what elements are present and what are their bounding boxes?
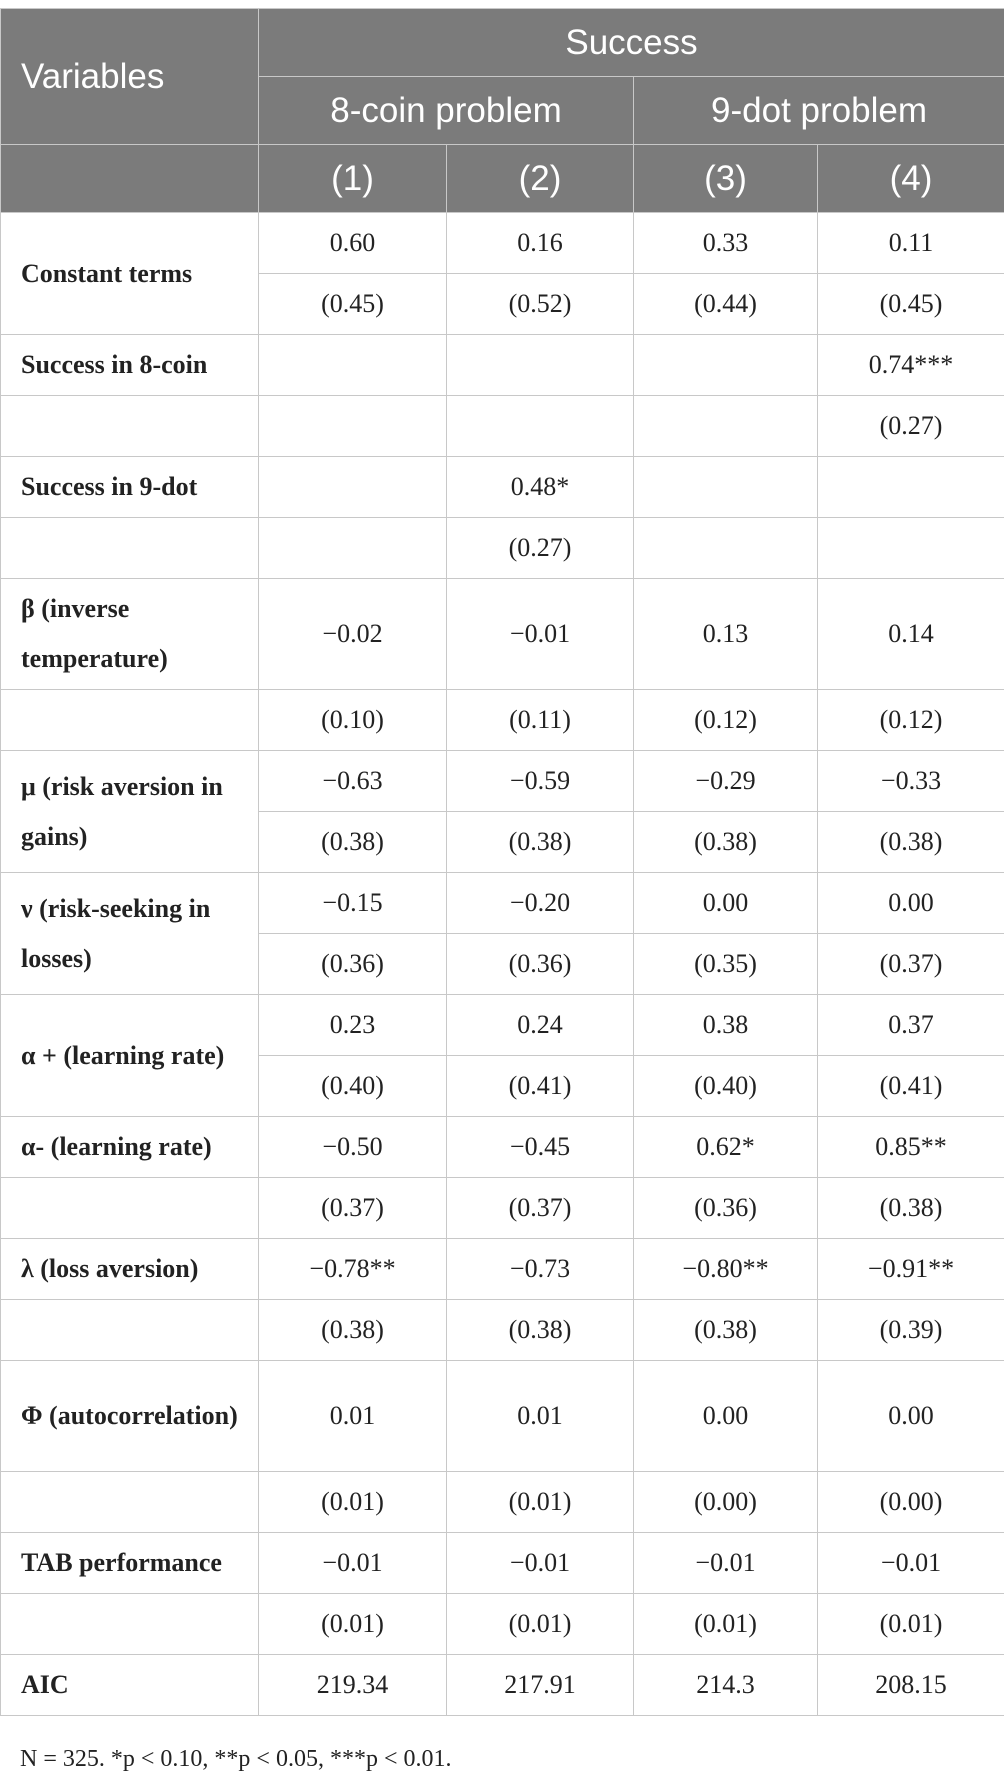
se-cell: (0.12) (634, 690, 818, 751)
coef-cell: 0.85** (818, 1117, 1004, 1178)
table-row-se (1, 1472, 1004, 1533)
variable-label: α + (learning rate) (1, 995, 259, 1117)
table-row-se (1, 1178, 1004, 1239)
table-footnote: N = 325. *p < 0.10, **p < 0.05, ***p < 0.01. (20, 1746, 452, 1772)
se-cell (818, 518, 1004, 579)
coef-cell: 0.00 (818, 1361, 1004, 1472)
column-header-1: (1) (259, 145, 447, 213)
se-cell: (0.01) (447, 1472, 634, 1533)
header-row-success (1, 9, 1004, 77)
se-cell: (0.38) (447, 1300, 634, 1361)
se-cell: (0.36) (447, 934, 634, 995)
se-cell: (0.36) (634, 1178, 818, 1239)
se-cell: (0.01) (818, 1594, 1004, 1655)
table-row-coef (1, 1239, 1004, 1300)
se-cell: (0.35) (634, 934, 818, 995)
variable-label: λ (loss aversion) (1, 1239, 259, 1300)
se-cell: (0.41) (447, 1056, 634, 1117)
coef-cell: −0.73 (447, 1239, 634, 1300)
se-cell (634, 518, 818, 579)
coef-cell: 0.00 (634, 1361, 818, 1472)
table-row-coef (1, 579, 1004, 690)
table-row-coef (1, 1533, 1004, 1594)
se-cell: (0.40) (259, 1056, 447, 1117)
se-cell: (0.00) (634, 1472, 818, 1533)
se-cell: (0.38) (634, 1300, 818, 1361)
table-row-coef (1, 213, 1004, 274)
se-cell: (0.01) (259, 1594, 447, 1655)
empty-label-cell (1, 1300, 259, 1361)
variable-label: Φ (autocorrelation) (1, 1361, 259, 1472)
se-cell: (0.45) (818, 274, 1004, 335)
se-cell: (0.00) (818, 1472, 1004, 1533)
empty-label-cell (1, 1178, 259, 1239)
table-row-coef (1, 335, 1004, 396)
coef-cell: −0.33 (818, 751, 1004, 812)
coef-cell: −0.01 (634, 1533, 818, 1594)
se-cell (447, 396, 634, 457)
table-body (1, 213, 1004, 1716)
variable-label: Success in 9-dot (1, 457, 259, 518)
column-header-3: (3) (634, 145, 818, 213)
coef-cell: 0.01 (447, 1361, 634, 1472)
coef-cell: 0.14 (818, 579, 1004, 690)
se-cell: (0.37) (818, 934, 1004, 995)
se-cell: (0.45) (259, 274, 447, 335)
table-row-aic (1, 1655, 1004, 1716)
se-cell: (0.11) (447, 690, 634, 751)
table-row-coef (1, 1361, 1004, 1472)
coef-cell: 0.74*** (818, 335, 1004, 396)
coef-cell: −0.01 (447, 579, 634, 690)
regression-table (0, 8, 1004, 1716)
coef-cell: −0.15 (259, 873, 447, 934)
empty-label-cell (1, 1594, 259, 1655)
coef-cell: −0.45 (447, 1117, 634, 1178)
se-cell: (0.37) (259, 1178, 447, 1239)
coef-cell: 0.60 (259, 213, 447, 274)
empty-label-cell (1, 690, 259, 751)
table-row-coef (1, 1117, 1004, 1178)
coef-cell: 0.62* (634, 1117, 818, 1178)
coef-cell: 0.01 (259, 1361, 447, 1472)
coef-cell (634, 335, 818, 396)
table-row-se (1, 1594, 1004, 1655)
aic-cell: 214.3 (634, 1655, 818, 1716)
coef-cell: 0.37 (818, 995, 1004, 1056)
table-row-se (1, 690, 1004, 751)
se-cell: (0.52) (447, 274, 634, 335)
regression-table-container (0, 8, 1004, 1716)
coef-cell: −0.50 (259, 1117, 447, 1178)
coef-cell: −0.91** (818, 1239, 1004, 1300)
se-cell: (0.01) (447, 1594, 634, 1655)
coef-cell: 0.00 (634, 873, 818, 934)
variables-header: Variables (1, 9, 259, 145)
coef-cell: 0.13 (634, 579, 818, 690)
column-header-2: (2) (447, 145, 634, 213)
group-9-dot-header: 9-dot problem (634, 77, 1004, 145)
coef-cell: −0.02 (259, 579, 447, 690)
coef-cell: −0.29 (634, 751, 818, 812)
coef-cell (447, 335, 634, 396)
coef-cell: −0.01 (447, 1533, 634, 1594)
se-cell: (0.12) (818, 690, 1004, 751)
variable-label: Success in 8-coin (1, 335, 259, 396)
variable-label: Constant terms (1, 213, 259, 335)
coef-cell (818, 457, 1004, 518)
se-cell (259, 396, 447, 457)
header-blank-cell (1, 145, 259, 213)
se-cell: (0.44) (634, 274, 818, 335)
se-cell: (0.36) (259, 934, 447, 995)
se-cell: (0.38) (259, 812, 447, 873)
coef-cell: −0.78** (259, 1239, 447, 1300)
column-header-4: (4) (818, 145, 1004, 213)
variable-label: μ (risk aversion in gains) (1, 751, 259, 873)
table-row-se (1, 396, 1004, 457)
coef-cell: −0.20 (447, 873, 634, 934)
se-cell: (0.37) (447, 1178, 634, 1239)
se-cell (259, 518, 447, 579)
coef-cell: 0.33 (634, 213, 818, 274)
aic-cell: 217.91 (447, 1655, 634, 1716)
variable-label: AIC (1, 1655, 259, 1716)
header-row-columns (1, 145, 1004, 213)
coef-cell: 0.38 (634, 995, 818, 1056)
coef-cell: 0.11 (818, 213, 1004, 274)
se-cell: (0.01) (259, 1472, 447, 1533)
coef-cell (634, 457, 818, 518)
table-row-coef (1, 995, 1004, 1056)
se-cell: (0.38) (818, 1178, 1004, 1239)
se-cell: (0.38) (818, 812, 1004, 873)
table-row-coef (1, 751, 1004, 812)
coef-cell: 0.23 (259, 995, 447, 1056)
coef-cell (259, 335, 447, 396)
coef-cell: 0.48* (447, 457, 634, 518)
coef-cell: −0.80** (634, 1239, 818, 1300)
se-cell: (0.27) (818, 396, 1004, 457)
coef-cell (259, 457, 447, 518)
variable-label: TAB performance (1, 1533, 259, 1594)
empty-label-cell (1, 1472, 259, 1533)
se-cell: (0.27) (447, 518, 634, 579)
coef-cell: −0.01 (818, 1533, 1004, 1594)
se-cell: (0.40) (634, 1056, 818, 1117)
table-row-se (1, 518, 1004, 579)
empty-label-cell (1, 396, 259, 457)
se-cell: (0.38) (447, 812, 634, 873)
aic-cell: 219.34 (259, 1655, 447, 1716)
se-cell: (0.39) (818, 1300, 1004, 1361)
table-header (1, 9, 1004, 213)
aic-cell: 208.15 (818, 1655, 1004, 1716)
variable-label: α- (learning rate) (1, 1117, 259, 1178)
table-row-se (1, 1300, 1004, 1361)
variable-label: β (inverse temperature) (1, 579, 259, 690)
se-cell: (0.01) (634, 1594, 818, 1655)
coef-cell: −0.59 (447, 751, 634, 812)
table-row-coef (1, 457, 1004, 518)
success-header: Success (259, 9, 1004, 77)
se-cell: (0.38) (634, 812, 818, 873)
coef-cell: −0.01 (259, 1533, 447, 1594)
table-row-coef (1, 873, 1004, 934)
se-cell: (0.10) (259, 690, 447, 751)
coef-cell: 0.00 (818, 873, 1004, 934)
coef-cell: −0.63 (259, 751, 447, 812)
variable-label: ν (risk-seeking in losses) (1, 873, 259, 995)
se-cell (634, 396, 818, 457)
group-8-coin-header: 8-coin problem (259, 77, 634, 145)
coef-cell: 0.24 (447, 995, 634, 1056)
se-cell: (0.41) (818, 1056, 1004, 1117)
coef-cell: 0.16 (447, 213, 634, 274)
empty-label-cell (1, 518, 259, 579)
se-cell: (0.38) (259, 1300, 447, 1361)
